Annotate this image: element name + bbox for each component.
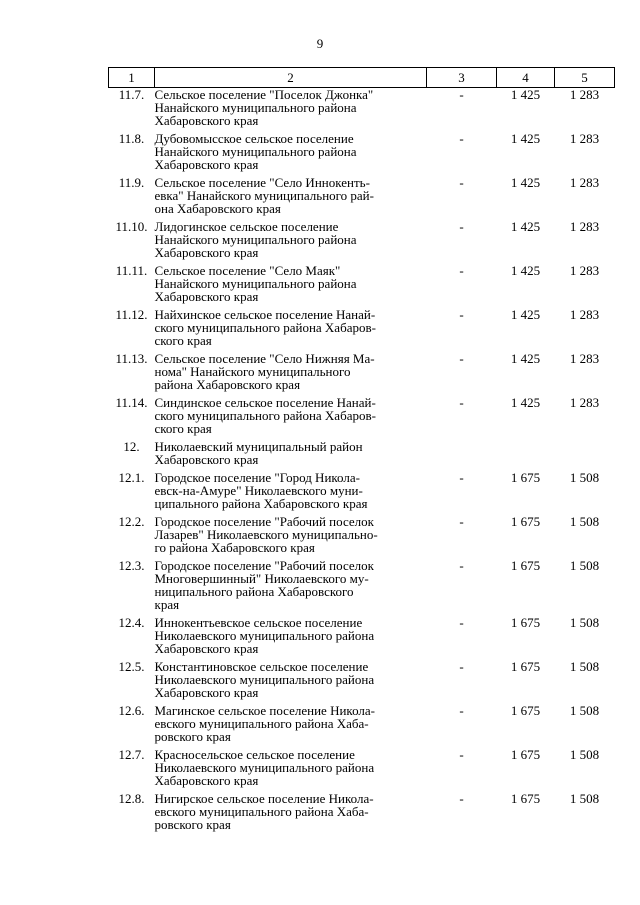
settlement-name-line: Хабаровского края bbox=[154, 641, 259, 656]
column-4-value: 1 675 bbox=[510, 514, 541, 529]
settlement-name bbox=[155, 352, 427, 396]
column-3-value: - bbox=[459, 703, 464, 718]
settlement-name-line: Хабаровского края bbox=[154, 113, 259, 128]
table-row bbox=[109, 660, 615, 704]
column-5-value: 1 283 bbox=[569, 395, 600, 410]
settlement-name-line: ципального района Хабаровского края bbox=[154, 496, 368, 511]
column-header-1: 1 bbox=[109, 68, 155, 88]
column-5-value: 1 508 bbox=[569, 558, 600, 573]
column-4-value: 1 425 bbox=[510, 263, 541, 278]
column-5-value: 1 283 bbox=[569, 219, 600, 234]
column-3-value: - bbox=[459, 351, 464, 366]
settlement-name bbox=[155, 748, 427, 792]
column-3-value: - bbox=[459, 307, 464, 322]
column-4-value: 1 675 bbox=[510, 703, 541, 718]
table-row bbox=[109, 352, 615, 396]
column-5-value: 1 283 bbox=[569, 351, 600, 366]
settlement-name-line: Магинское сельское поселение Никола- bbox=[154, 703, 375, 718]
column-4-value: 1 425 bbox=[510, 351, 541, 366]
row-number: 11.8. bbox=[118, 131, 145, 146]
settlement-name-line: края bbox=[154, 597, 180, 612]
table-header-row bbox=[109, 68, 615, 88]
column-5-value: 1 508 bbox=[569, 659, 600, 674]
tariff-table bbox=[108, 67, 615, 836]
table-row bbox=[109, 748, 615, 792]
table-row bbox=[109, 616, 615, 660]
table-row bbox=[109, 132, 615, 176]
settlement-name bbox=[155, 792, 427, 836]
column-3-value: - bbox=[459, 615, 464, 630]
settlement-name-line: Нанайского муниципального района bbox=[154, 276, 357, 291]
settlement-name-line: Хабаровского края bbox=[154, 773, 259, 788]
settlement-name-line: Хабаровского края bbox=[154, 685, 259, 700]
settlement-name-line: Николаевский муниципальный район bbox=[154, 439, 363, 454]
row-number: 11.10. bbox=[115, 219, 148, 234]
column-3-value: - bbox=[459, 514, 464, 529]
column-3-value: - bbox=[459, 87, 464, 102]
settlement-name-line: Дубовомысское сельское поселение bbox=[154, 131, 354, 146]
row-number: 12.5. bbox=[118, 659, 145, 674]
table-row bbox=[109, 792, 615, 836]
column-header-4: 4 bbox=[497, 68, 555, 88]
settlement-name-line: Иннокентьевское сельское поселение bbox=[154, 615, 363, 630]
table-row bbox=[109, 440, 615, 471]
settlement-name bbox=[155, 515, 427, 559]
column-header-5: 5 bbox=[555, 68, 615, 88]
column-3-value: - bbox=[459, 219, 464, 234]
column-4-value: 1 425 bbox=[510, 87, 541, 102]
row-number: 12.6. bbox=[118, 703, 145, 718]
row-number: 11.7. bbox=[118, 87, 145, 102]
table-row bbox=[109, 515, 615, 559]
settlement-name-line: Сельское поселение "Поселок Джонка" bbox=[154, 87, 374, 102]
row-number: 11.12. bbox=[115, 307, 148, 322]
settlement-name-line: евск-на-Амуре" Николаевского муни- bbox=[154, 483, 363, 498]
settlement-name-line: ровского края bbox=[154, 729, 231, 744]
settlement-name-line: Сельское поселение "Село Маяк" bbox=[154, 263, 341, 278]
row-number: 12.7. bbox=[118, 747, 145, 762]
settlement-name-line: ского края bbox=[154, 421, 212, 436]
settlement-name bbox=[155, 176, 427, 220]
settlement-name-line: евского муниципального района Хаба- bbox=[154, 804, 369, 819]
column-4-value: 1 675 bbox=[510, 558, 541, 573]
column-3-value: - bbox=[459, 175, 464, 190]
settlement-name-line: Нанайского муниципального района bbox=[154, 100, 357, 115]
row-number: 12.3. bbox=[118, 558, 145, 573]
settlement-name-line: евка" Нанайского муниципального рай- bbox=[154, 188, 374, 203]
table-row bbox=[109, 264, 615, 308]
settlement-name-line: Многовершинный" Николаевского му- bbox=[154, 571, 369, 586]
settlement-name-line: Николаевского муниципального района bbox=[154, 760, 375, 775]
settlement-name-line: ского муниципального района Хабаров- bbox=[154, 408, 376, 423]
table-row bbox=[109, 471, 615, 515]
settlement-name-line: Синдинское сельское поселение Нанай- bbox=[154, 395, 376, 410]
settlement-name bbox=[155, 396, 427, 440]
table-row bbox=[109, 559, 615, 616]
row-number: 11.9. bbox=[118, 175, 145, 190]
settlement-name-line: района Хабаровского края bbox=[154, 377, 301, 392]
row-number: 12.2. bbox=[118, 514, 145, 529]
settlement-name-line: Лидогинское сельское поселение bbox=[154, 219, 339, 234]
column-3-value: - bbox=[459, 558, 464, 573]
column-4-value: 1 425 bbox=[510, 219, 541, 234]
row-number: 12.8. bbox=[118, 791, 145, 806]
settlement-name-line: Нигирское сельское поселение Никола- bbox=[154, 791, 374, 806]
settlement-name bbox=[155, 308, 427, 352]
settlement-name-line: ского края bbox=[154, 333, 212, 348]
row-number: 11.14. bbox=[115, 395, 148, 410]
column-4-value: 1 675 bbox=[510, 470, 541, 485]
column-header-3: 3 bbox=[427, 68, 497, 88]
settlement-name-line: Красносельское сельское поселение bbox=[154, 747, 355, 762]
settlement-name-line: Городское поселение "Рабочий поселок bbox=[154, 558, 374, 573]
column-5-value: 1 508 bbox=[569, 514, 600, 529]
settlement-name-line: ского муниципального района Хабаров- bbox=[154, 320, 376, 335]
column-5-value: 1 283 bbox=[569, 87, 600, 102]
table-body bbox=[109, 88, 615, 837]
settlement-name bbox=[155, 132, 427, 176]
settlement-name-line: ниципального района Хабаровского bbox=[154, 584, 354, 599]
settlement-name-line: Городское поселение "Город Никола- bbox=[154, 470, 360, 485]
settlement-name-line: Николаевского муниципального района bbox=[154, 628, 375, 643]
table-row bbox=[109, 308, 615, 352]
column-5-value: 1 508 bbox=[569, 615, 600, 630]
column-3-value bbox=[427, 440, 497, 471]
row-number: 12.1. bbox=[118, 470, 145, 485]
settlement-name-line: она Хабаровского края bbox=[154, 201, 281, 216]
column-3-value: - bbox=[459, 659, 464, 674]
settlement-name-line: Николаевского муниципального района bbox=[154, 672, 375, 687]
settlement-name-line: Нанайского муниципального района bbox=[154, 144, 357, 159]
row-number: 12.4. bbox=[118, 615, 145, 630]
column-3-value: - bbox=[459, 747, 464, 762]
settlement-name-line: евского муниципального района Хаба- bbox=[154, 716, 369, 731]
row-number: 11.13. bbox=[115, 351, 148, 366]
settlement-name-line: нома" Нанайского муниципального bbox=[154, 364, 351, 379]
column-4-value: 1 425 bbox=[510, 131, 541, 146]
table-row bbox=[109, 176, 615, 220]
column-4-value: 1 675 bbox=[510, 615, 541, 630]
page-number: 9 bbox=[316, 36, 324, 51]
column-3-value: - bbox=[459, 131, 464, 146]
settlement-name bbox=[155, 660, 427, 704]
settlement-name bbox=[155, 220, 427, 264]
settlement-name-line: го района Хабаровского края bbox=[154, 540, 315, 555]
settlement-name-line: ровского края bbox=[154, 817, 231, 832]
column-3-value: - bbox=[459, 395, 464, 410]
column-3-value: - bbox=[459, 470, 464, 485]
column-5-value: 1 508 bbox=[569, 703, 600, 718]
settlement-name bbox=[155, 559, 427, 616]
column-3-value: - bbox=[459, 263, 464, 278]
settlement-name-line: Лазарев" Николаевского муниципально- bbox=[154, 527, 378, 542]
table-row bbox=[109, 704, 615, 748]
settlement-name bbox=[155, 264, 427, 308]
column-4-value: 1 425 bbox=[510, 307, 541, 322]
settlement-name-line: Хабаровского края bbox=[154, 452, 259, 467]
column-5-value: 1 508 bbox=[569, 791, 600, 806]
column-5-value bbox=[555, 440, 615, 471]
settlement-name bbox=[155, 471, 427, 515]
settlement-name-line: Нанайского муниципального района bbox=[154, 232, 357, 247]
settlement-name-line: Константиновское сельское поселение bbox=[154, 659, 369, 674]
settlement-name-line: Хабаровского края bbox=[154, 157, 259, 172]
settlement-name bbox=[155, 440, 427, 471]
row-number: 12. bbox=[123, 439, 140, 454]
column-header-2: 2 bbox=[155, 68, 427, 88]
column-3-value: - bbox=[459, 791, 464, 806]
table-row bbox=[109, 220, 615, 264]
row-number: 11.11. bbox=[115, 263, 148, 278]
column-5-value: 1 283 bbox=[569, 175, 600, 190]
column-4-value bbox=[497, 440, 555, 471]
settlement-name bbox=[155, 616, 427, 660]
column-5-value: 1 283 bbox=[569, 131, 600, 146]
column-5-value: 1 283 bbox=[569, 263, 600, 278]
column-4-value: 1 675 bbox=[510, 659, 541, 674]
settlement-name bbox=[155, 88, 427, 133]
settlement-name-line: Сельское поселение "Село Нижняя Ма- bbox=[154, 351, 375, 366]
settlement-name bbox=[155, 704, 427, 748]
settlement-name-line: Городское поселение "Рабочий поселок bbox=[154, 514, 374, 529]
settlement-name-line: Найхинское сельское поселение Нанай- bbox=[154, 307, 376, 322]
column-4-value: 1 675 bbox=[510, 747, 541, 762]
column-5-value: 1 508 bbox=[569, 470, 600, 485]
table-row bbox=[109, 396, 615, 440]
column-4-value: 1 425 bbox=[510, 175, 541, 190]
settlement-name-line: Хабаровского края bbox=[154, 289, 259, 304]
table-row bbox=[109, 88, 615, 133]
settlement-name-line: Хабаровского края bbox=[154, 245, 259, 260]
column-4-value: 1 675 bbox=[510, 791, 541, 806]
column-4-value: 1 425 bbox=[510, 395, 541, 410]
column-5-value: 1 283 bbox=[569, 307, 600, 322]
settlement-name-line: Сельское поселение "Село Иннокенть- bbox=[154, 175, 370, 190]
column-5-value: 1 508 bbox=[569, 747, 600, 762]
